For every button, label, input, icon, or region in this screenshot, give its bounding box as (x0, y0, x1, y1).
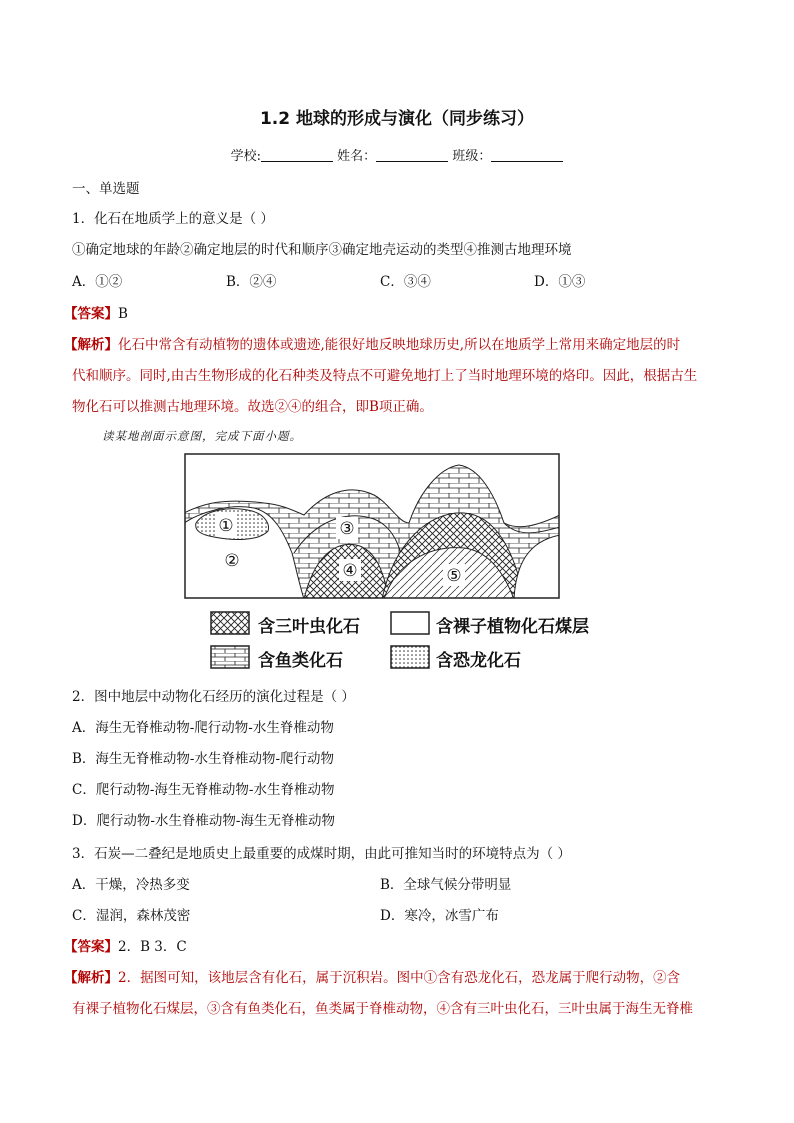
label-1: ① (218, 516, 234, 536)
q1-analysis-line-3: 物化石可以推测古地理环境。故选②④的组合，即B项正确。 (72, 399, 433, 415)
legend-gymnosperm-coal: 含裸子植物化石煤层 (436, 617, 589, 637)
q2-stem: 2．图中地层中动物化石经历的演化过程是（ ） (72, 689, 355, 705)
student-info-line (0, 145, 794, 164)
q2-option-c[interactable]: C．爬行动物-海生无脊椎动物-水生脊椎动物 (72, 782, 335, 798)
q2-option-d[interactable]: D．爬行动物-水生脊椎动物-海生无脊椎动物 (72, 813, 335, 829)
q1-analysis-line-1 (64, 333, 680, 353)
q1-answer (64, 302, 128, 322)
answer-label: 【答案】 (64, 939, 118, 955)
q3-stem: 3．石炭—二叠纪是地质史上最重要的成煤时期，由此可推知当时的环境特点为（ ） (72, 846, 571, 862)
q3-option-a[interactable]: A．干燥，冷热多变 (72, 877, 190, 893)
q1-items: ①确定地球的年龄②确定地层的时代和顺序③确定地壳运动的类型④推测古地理环境 (72, 242, 572, 258)
analysis-text: 化石中常含有动植物的遗体或遗迹,能很好地反映地球历史,所以在地质学上常用来确定地层的时 (118, 337, 681, 353)
label-3: ③ (339, 519, 355, 539)
class-blank[interactable] (491, 149, 563, 162)
q1-option-a[interactable]: A．①② (72, 274, 123, 290)
page-title: 1.2 地球的形成与演化（同步练习） (259, 109, 535, 129)
legend-dots-swatch (390, 645, 430, 669)
answer-value: 2．B 3．C (118, 939, 187, 955)
analysis-label: 【解析】 (64, 970, 118, 986)
school-blank[interactable] (261, 149, 333, 162)
legend-brick-swatch (210, 645, 250, 669)
analysis-label: 【解析】 (64, 337, 118, 353)
school-label: 学校: (230, 149, 262, 164)
class-label: 班级： (452, 149, 492, 164)
legend-dinosaur: 含恐龙化石 (436, 651, 521, 671)
q1-stem: 1．化石在地质学上的意义是（ ） (72, 211, 274, 227)
q3-option-c[interactable]: C．湿润，森林茂密 (72, 908, 191, 924)
legend-trilobite: 含三叶虫化石 (258, 617, 360, 637)
q1-option-c[interactable]: C．③④ (380, 274, 431, 290)
section-title: 一、单选题 (72, 181, 140, 197)
name-label: 姓名： (337, 149, 377, 164)
q3-option-d[interactable]: D．寒冷，冰雪广布 (380, 908, 499, 924)
q1-option-d[interactable]: D．①③ (534, 274, 586, 290)
q23-analysis-line-2: 有裸子植物化石煤层，③含有鱼类化石，鱼类属于脊椎动物，④含有三叶虫化石，三叶虫属于海生无脊椎 (72, 1001, 693, 1017)
legend-blank-swatch (390, 611, 430, 635)
geological-cross-section-figure (184, 453, 560, 599)
q1-option-b[interactable]: B．②④ (226, 274, 277, 290)
q23-answer (64, 935, 187, 955)
q3-option-b[interactable]: B．全球气候分带明显 (380, 877, 512, 893)
legend-crosshatch-swatch (210, 611, 250, 635)
legend-fish: 含鱼类化石 (258, 651, 343, 671)
figure-caption: 读某地剖面示意图，完成下面小题。 (102, 429, 302, 443)
label-4: ④ (342, 561, 358, 581)
q2-option-b[interactable]: B．海生无脊椎动物-水生脊椎动物-爬行动物 (72, 751, 335, 767)
q23-analysis-line-1 (64, 966, 680, 986)
q1-analysis-line-2: 代和顺序。同时,由古生物形成的化石种类及特点不可避免地打上了当时地理环境的烙印。因此，根据古生 (72, 368, 698, 384)
label-5: ⑤ (446, 566, 462, 586)
label-2: ② (224, 551, 240, 571)
answer-value: B (118, 306, 128, 322)
q2-option-a[interactable]: A．海生无脊椎动物-爬行动物-水生脊椎动物 (72, 720, 334, 736)
name-blank[interactable] (376, 149, 448, 162)
answer-label: 【答案】 (64, 306, 118, 322)
analysis-text: 2．据图可知，该地层含有化石，属于沉积岩。图中①含有恐龙化石，恐龙属于爬行动物，②含 (118, 970, 681, 986)
